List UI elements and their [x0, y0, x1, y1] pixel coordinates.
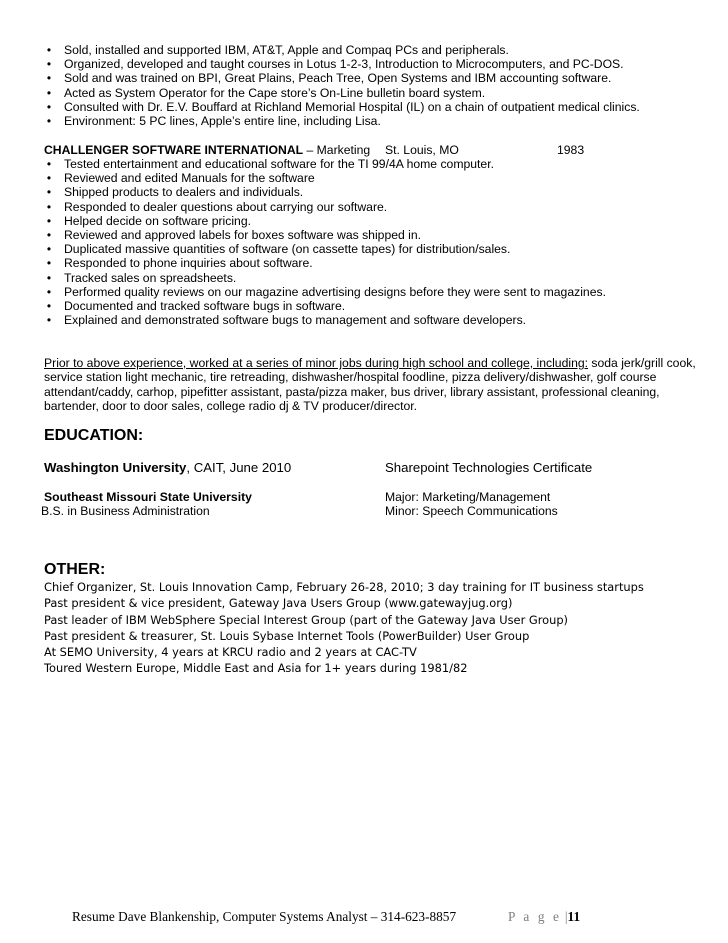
other-list — [44, 579, 704, 677]
bullet-item: • Reviewed and approved labels for boxes software was shipped in. — [44, 228, 704, 242]
other-line: Toured Western Europe, Middle East and Asia for 1+ years during 1981/82 — [44, 661, 468, 676]
semo-major: Major: Marketing/Management — [385, 490, 551, 504]
job-role: – Marketing — [303, 143, 371, 157]
bullet-icon: • — [46, 99, 52, 114]
bullet-item: • Environment: 5 PC lines, Apple’s entire line, including Lisa. — [44, 114, 704, 128]
job-location: St. Louis, MO — [385, 143, 459, 157]
bullet-item: • Explained and demonstrated software bugs to management and software developers. — [44, 313, 704, 327]
bullet-icon: • — [46, 199, 52, 214]
bullet-icon: • — [46, 157, 52, 171]
bullet-item: • Sold, installed and supported IBM, AT&T, Apple and Compaq PCs and peripherals. — [44, 43, 704, 57]
semo-school-name: Southeast Missouri State University — [44, 490, 252, 504]
semo-minor: Minor: Speech Communications — [385, 504, 558, 518]
bullet-icon: • — [46, 270, 52, 285]
bullet-icon: • — [46, 284, 52, 299]
bullet-icon: • — [46, 171, 52, 186]
bullet-item: • Helped decide on software pricing. — [44, 214, 704, 228]
other-line: Past president & treasurer, St. Louis Sybase Internet Tools (PowerBuilder) User Group — [44, 628, 530, 643]
other-line: Chief Organizer, St. Louis Innovation Camp, February 26-28, 2010; 3 day training for IT business startups — [44, 580, 644, 594]
prior-experience-lead: Prior to above experience, worked at a series of minor jobs during high school and college, including: — [44, 356, 589, 370]
challenger-bullet-list — [44, 157, 704, 327]
bullet-item: • Tested entertainment and educational software for the TI 99/4A home computer. — [44, 157, 704, 171]
certificate-name: Sharepoint Technologies Certificate — [385, 460, 593, 475]
bullet-icon: • — [46, 43, 52, 57]
bullet-icon: • — [46, 299, 52, 314]
bullet-icon: • — [46, 85, 52, 100]
other-line: Past president & vice president, Gateway Java Users Group (www.gatewayjug.org) — [44, 596, 513, 611]
other-line: Past leader of IBM WebSphere Special Interest Group (part of the Gateway Java User Group) — [44, 612, 568, 627]
bullet-item: • Shipped products to dealers and individuals. — [44, 185, 704, 199]
bullet-icon: • — [46, 213, 52, 228]
bullet-icon: • — [46, 313, 52, 328]
bullet-item: • Duplicated massive quantities of software (on cassette tapes) for distribution/sales. — [44, 242, 704, 256]
page-separator: | — [564, 909, 568, 924]
bullet-item: • Organized, developed and taught courses in Lotus 1-2-3, Introduction to Microcomputers, and PC-DOS. — [44, 57, 704, 71]
school-name: Washington University — [44, 460, 187, 475]
bullet-icon: • — [46, 256, 52, 271]
challenger-job-header — [44, 143, 704, 157]
prior-experience-paragraph — [44, 356, 704, 414]
semo-degree: B.S. in Business Administration — [41, 504, 210, 518]
washington-university-entry — [44, 460, 291, 475]
bullet-item: • Responded to phone inquiries about software. — [44, 256, 704, 270]
job-year: 1983 — [557, 143, 585, 157]
bullet-item: • Sold and was trained on BPI, Great Plains, Peach Tree, Open Systems and IBM accounting software. — [44, 71, 704, 85]
bullet-item: • Consulted with Dr. E.V. Bouffard at Richland Memorial Hospital (IL) on a chain of outpatient medical clinics. — [44, 100, 704, 114]
page-label: P a g e — [508, 909, 562, 924]
bullet-item: • Performed quality reviews on our magazine advertising designs before they were sent to magazines. — [44, 285, 704, 299]
prior-experience-text: soda jerk/grill cook, service station light mechanic, tire retreading, dishwasher/hospital foodline, pizza delivery/dishwasher, golf course attendant/caddy, carhop, pipefitter assistant, pasta/pizza maker, bus driver, library assistant, professional cleaning, bartender, door to door sales, college radio dj & TV producer/director. — [44, 356, 696, 414]
other-line: At SEMO University, 4 years at KRCU radio and 2 years at CAC-TV — [44, 645, 417, 660]
bullet-item: • Tracked sales on spreadsheets. — [44, 271, 704, 285]
bullet-item: • Acted as System Operator for the Cape store’s On-Line bulletin board system. — [44, 86, 704, 100]
page-number: 11 — [567, 909, 581, 924]
bullet-item: • Responded to dealer questions about carrying our software. — [44, 200, 704, 214]
bullet-icon: • — [46, 114, 52, 129]
bullet-item: • Reviewed and edited Manuals for the software — [44, 171, 704, 185]
bullet-icon: • — [46, 71, 52, 86]
bullet-icon: • — [46, 185, 52, 200]
company-name: CHALLENGER SOFTWARE INTERNATIONAL — [44, 143, 304, 157]
other-heading: OTHER: — [44, 561, 106, 578]
school-detail: , CAIT, June 2010 — [186, 460, 292, 475]
bullet-item: • Documented and tracked software bugs in software. — [44, 299, 704, 313]
bullet-icon: • — [46, 228, 52, 243]
bullet-icon: • — [46, 242, 52, 257]
education-heading: EDUCATION: — [44, 427, 144, 444]
previous-job-bullet-list — [44, 43, 704, 128]
page-number-block — [508, 909, 580, 925]
bullet-icon: • — [46, 57, 52, 72]
footer-text: Resume Dave Blankenship, Computer Systems Analyst – 314-623-8857 — [72, 909, 457, 924]
